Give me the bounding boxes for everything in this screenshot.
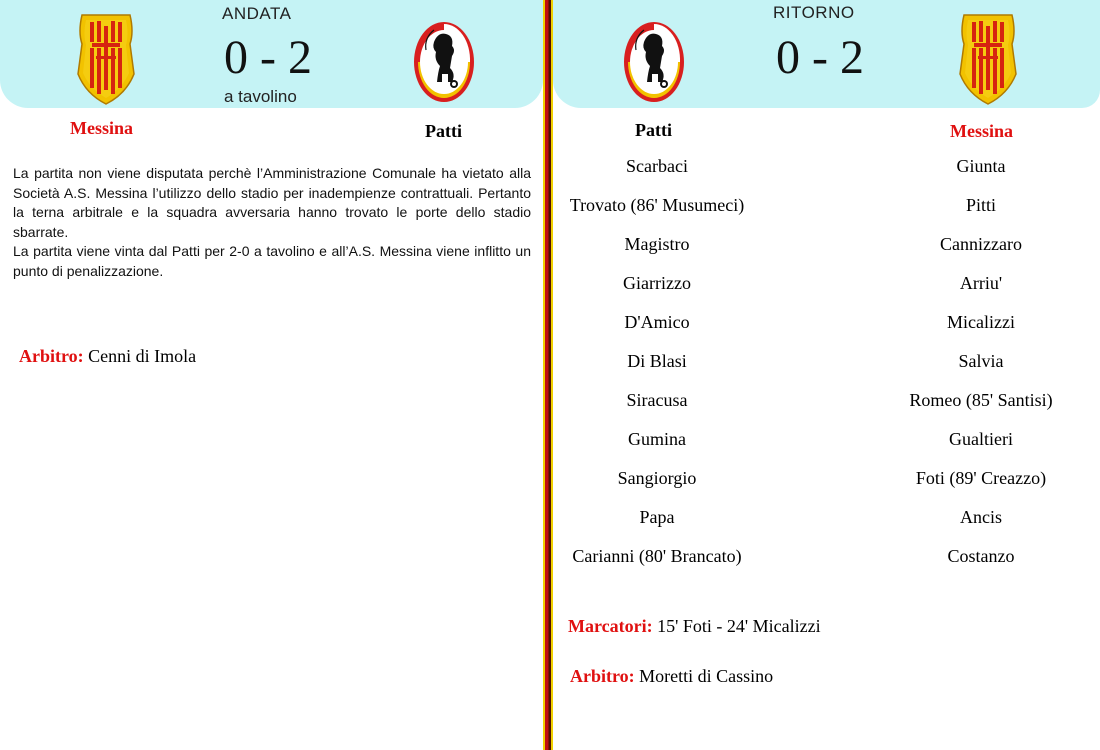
andata-description — [13, 164, 531, 281]
andata-description-paragraph: La partita non viene disputata perchè l’Amministrazione Comunale ha vietato alla Società A.S. Messina l’utilizzo dello stadio per inadempienze contrattuali. Pertanto la terna arbitrale e la squadra avversaria hanno trovato le porte dello stadio sbarrate. — [13, 165, 531, 240]
player-name: Ancis — [960, 507, 1002, 527]
andata-panel — [0, 0, 543, 750]
player-name: Papa — [639, 507, 675, 527]
referee-label: Arbitro: — [19, 346, 84, 366]
player-name: Cannizzaro — [940, 234, 1022, 254]
ritorno-away-team: Messina — [950, 121, 1013, 141]
player-name: Costanzo — [947, 546, 1015, 566]
scorers-label: Marcatori: — [568, 616, 653, 636]
patti-crest-icon — [412, 20, 476, 104]
player-name: Magistro — [624, 234, 690, 254]
player-name: Siracusa — [626, 390, 688, 410]
ritorno-home-team: Patti — [635, 120, 672, 140]
andata-referee — [19, 346, 196, 367]
player-name: Giarrizzo — [623, 273, 691, 293]
player-name: Trovato (86' Musumeci) — [569, 195, 745, 215]
ritorno-title: RITORNO — [773, 3, 855, 22]
player-name: Carianni (80' Brancato) — [572, 546, 742, 566]
referee-name: Cenni di Imola — [88, 346, 197, 366]
scorers-list: 15' Foti - 24' Micalizzi — [657, 616, 821, 636]
ritorno-panel — [553, 0, 1100, 750]
referee-label: Arbitro: — [570, 666, 635, 686]
referee-name: Moretti di Cassino — [639, 666, 774, 686]
ritorno-referee — [570, 666, 773, 687]
player-name: Salvia — [958, 351, 1004, 371]
andata-description-paragraph: La partita viene vinta dal Patti per 2-0 a tavolino e all’A.S. Messina viene inflitto un punto di penalizzazione. — [13, 243, 531, 279]
andata-score: 0 - 2 — [224, 31, 312, 84]
player-name: Micalizzi — [947, 312, 1015, 332]
player-name: Sangiorgio — [617, 468, 697, 488]
player-name: Romeo (85' Santisi) — [909, 390, 1053, 410]
player-name: Gualtieri — [949, 429, 1013, 449]
player-name: Pitti — [965, 195, 996, 215]
player-name: Arriu' — [959, 273, 1003, 293]
andata-away-team: Patti — [425, 121, 462, 141]
andata-note: a tavolino — [224, 87, 297, 106]
messina-crest-icon — [76, 12, 136, 107]
ritorno-away-lineup — [861, 150, 1100, 579]
andata-home-team: Messina — [70, 118, 133, 138]
player-name: Giunta — [956, 156, 1006, 176]
ritorno-home-lineup — [537, 150, 777, 579]
player-name: D'Amico — [624, 312, 690, 332]
andata-title: ANDATA — [222, 4, 292, 23]
patti-crest-icon — [622, 20, 686, 104]
messina-crest-icon — [958, 12, 1018, 107]
ritorno-scorers — [568, 616, 821, 637]
player-name: Gumina — [628, 429, 686, 449]
ritorno-score: 0 - 2 — [776, 31, 864, 84]
player-name: Scarbaci — [626, 156, 688, 176]
player-name: Foti (89' Creazzo) — [915, 468, 1047, 488]
player-name: Di Blasi — [627, 351, 687, 371]
